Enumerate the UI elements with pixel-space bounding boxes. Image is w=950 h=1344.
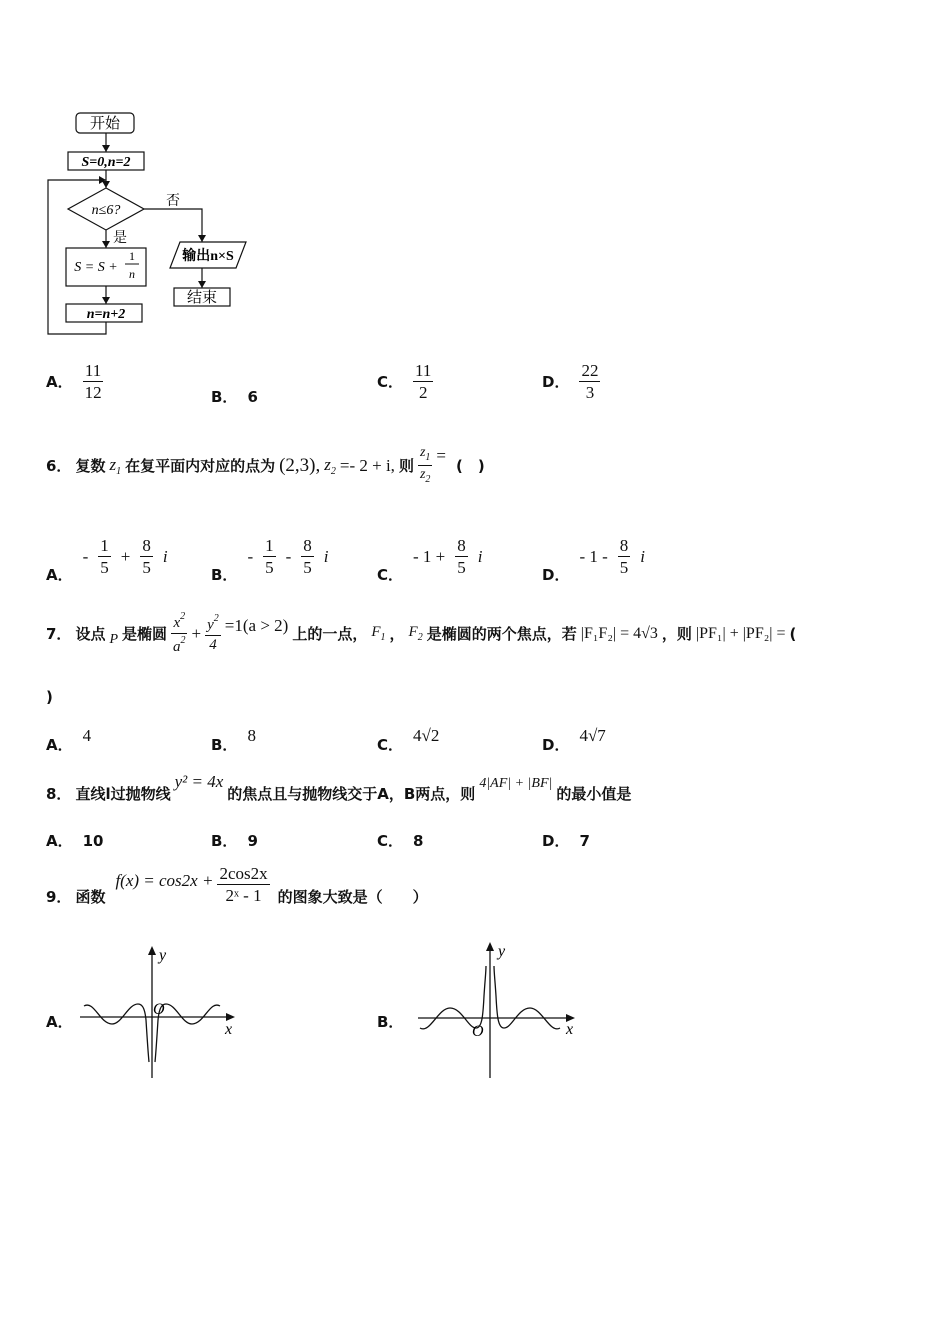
option-value: 8: [247, 725, 256, 745]
question-number: 8．: [46, 785, 72, 803]
q5-option-a: [46, 362, 104, 401]
math-fraction: $\frac{x^2}{a^2}$: [173, 611, 186, 655]
y-axis-label: y: [498, 943, 506, 960]
answer-paren: ): [46, 688, 53, 706]
math-function-lhs: f(x) = cos2x +: [115, 870, 214, 890]
question-7: [46, 612, 796, 655]
origin-label: O: [472, 1023, 484, 1040]
question-number: 9．: [46, 888, 72, 906]
option-fraction: $\frac{1}{5}$: [100, 536, 109, 577]
option-letter: D．: [542, 373, 570, 391]
math-fraction: $\frac{2\cos 2x}{\text{2ˣ - 1}}$: [219, 864, 268, 905]
flow-yes-label: 是: [113, 231, 127, 246]
imaginary-unit: i: [323, 546, 329, 566]
math-operator: +: [120, 546, 131, 566]
q8-option-a: [46, 830, 103, 851]
answer-paren: (: [789, 624, 797, 643]
q7-option-c: [377, 716, 439, 755]
question-9: [46, 862, 428, 907]
graph-a-letter: A．: [46, 1013, 73, 1031]
flow-assign-den: n: [129, 267, 135, 281]
math-z2-value: =- 2 + i,: [339, 455, 395, 475]
question-text: ，: [389, 625, 405, 643]
flow-output-label: 输出n×S: [182, 249, 234, 264]
math-f1f2: |F₁F₂| = 4√3: [580, 624, 658, 642]
z1: $z_1$: [109, 454, 122, 477]
question-text: ，则: [661, 625, 692, 643]
question-text: 的焦点且与抛物线交于A，B两点，则: [227, 785, 476, 803]
math-sign: -: [247, 546, 254, 566]
flow-start-label: 开始: [89, 116, 121, 132]
option-value: 4√2: [413, 725, 440, 745]
math-condition: =1(a > 2): [224, 615, 289, 635]
q7-option-a: [46, 716, 91, 755]
option-fraction: $\frac{11}{12}$: [84, 361, 102, 402]
x-axis-label: x: [225, 1021, 233, 1038]
q8-option-d: [542, 830, 590, 851]
math-fraction: $\frac{z_1}{z_2}$: [419, 445, 431, 485]
option-letter: A．: [46, 373, 73, 391]
question-text: 直线l过抛物线: [75, 785, 171, 803]
option-fraction: $\frac{1}{5}$: [265, 536, 274, 577]
option-value: 8: [413, 831, 424, 850]
question-text: 的最小值是: [556, 785, 632, 803]
math-sign: - 1 -: [579, 546, 608, 566]
option-fraction: $\frac{11}{2}$: [415, 361, 432, 402]
focus-f2: $F_2$: [408, 624, 423, 643]
answer-paren: ( ): [456, 457, 485, 475]
flow-end-label: 结束: [186, 290, 218, 306]
math-operator: -: [285, 546, 292, 566]
flow-increment-label: n=n+2: [86, 307, 126, 322]
question-number: 7．: [46, 625, 72, 643]
flowchart: [40, 108, 260, 340]
question-text: 的图象大致是（ ）: [277, 888, 428, 906]
option-letter: C．: [377, 832, 404, 850]
y-axis-label: y: [159, 947, 167, 964]
q7-option-d: [542, 716, 606, 755]
x-axis-label: x: [566, 1021, 574, 1038]
option-letter: C．: [377, 566, 404, 584]
option-letter: C．: [377, 736, 404, 754]
option-letter: B．: [211, 388, 238, 406]
math-expression: 4|AF| + |BF|: [479, 776, 553, 791]
option-fraction: $\frac{8}{5}$: [457, 536, 466, 577]
z2: $z_2$: [324, 454, 336, 477]
q5-option-d: [542, 362, 600, 401]
math-sum: |PF₁| + |PF₂| =: [695, 624, 786, 642]
graph-b-letter: B．: [377, 1013, 404, 1031]
question-text: 设点: [75, 625, 106, 643]
imaginary-unit: i: [162, 546, 168, 566]
option-letter: B．: [211, 832, 238, 850]
math-sign: - 1 +: [413, 546, 446, 566]
flow-assign-lhs: S = S +: [74, 260, 118, 275]
question-8: [46, 772, 631, 804]
math-fraction: $\frac{y^2}{4}$: [207, 613, 219, 653]
question-text: 在复平面内对应的点为: [125, 457, 276, 475]
option-value: 10: [82, 831, 104, 850]
q5-option-c: [377, 362, 433, 401]
q6-option-d: [542, 528, 645, 585]
option-fraction: $\frac{8}{5}$: [303, 536, 312, 577]
flow-assign-num: 1: [129, 249, 135, 263]
imaginary-unit: i: [477, 546, 483, 566]
option-value: 4: [82, 725, 92, 745]
question-text: 上的一点，: [292, 625, 368, 643]
flow-condition-label: n≤6?: [91, 203, 121, 218]
graph-a: [70, 940, 250, 1082]
option-letter: D．: [542, 566, 570, 584]
option-letter: A．: [46, 566, 73, 584]
graph-b: [410, 936, 590, 1082]
option-letter: B．: [211, 566, 238, 584]
math-operator: +: [191, 623, 202, 643]
q8-option-b: [211, 830, 258, 851]
question-number: 6．: [46, 457, 72, 475]
q6-option-c: [377, 528, 483, 585]
option-fraction: $\frac{8}{5}$: [142, 536, 151, 577]
q5-option-b: [211, 386, 258, 407]
math-point-p: P: [109, 631, 119, 647]
option-letter: A．: [46, 736, 73, 754]
flow-no-label: 否: [166, 194, 180, 209]
question-text: 是椭圆的两个焦点，若: [426, 625, 577, 643]
option-fraction: $\frac{22}{3}$: [581, 361, 599, 402]
math-sign: -: [82, 546, 89, 566]
option-letter: C．: [377, 373, 404, 391]
focus-f1: $F_1$: [371, 624, 386, 643]
q8-option-c: [377, 830, 423, 851]
option-value: 4√7: [579, 725, 606, 745]
flow-init-label: S=0,n=2: [81, 155, 131, 170]
option-value: 9: [247, 831, 258, 850]
question-text: 则: [398, 457, 414, 475]
option-fraction: $\frac{8}{5}$: [619, 536, 629, 577]
option-letter: D．: [542, 832, 570, 850]
option-value: 6: [247, 387, 258, 406]
question-text: 复数: [75, 457, 106, 475]
option-letter: B．: [211, 736, 238, 754]
option-value: 7: [579, 831, 590, 850]
q6-option-a: [46, 528, 168, 585]
q6-option-b: [211, 528, 329, 585]
origin-label: O: [153, 1001, 165, 1018]
question-text: 是椭圆: [122, 625, 168, 643]
math-equals: =: [436, 445, 446, 465]
option-letter: A．: [46, 832, 73, 850]
q7-option-b: [211, 716, 256, 755]
imaginary-unit: i: [640, 546, 646, 566]
question-text: 函数: [75, 888, 106, 906]
math-parabola: y² = 4x: [174, 772, 224, 791]
math-point: (2,3),: [279, 454, 321, 476]
option-letter: D．: [542, 736, 570, 754]
question-6: [46, 446, 485, 485]
